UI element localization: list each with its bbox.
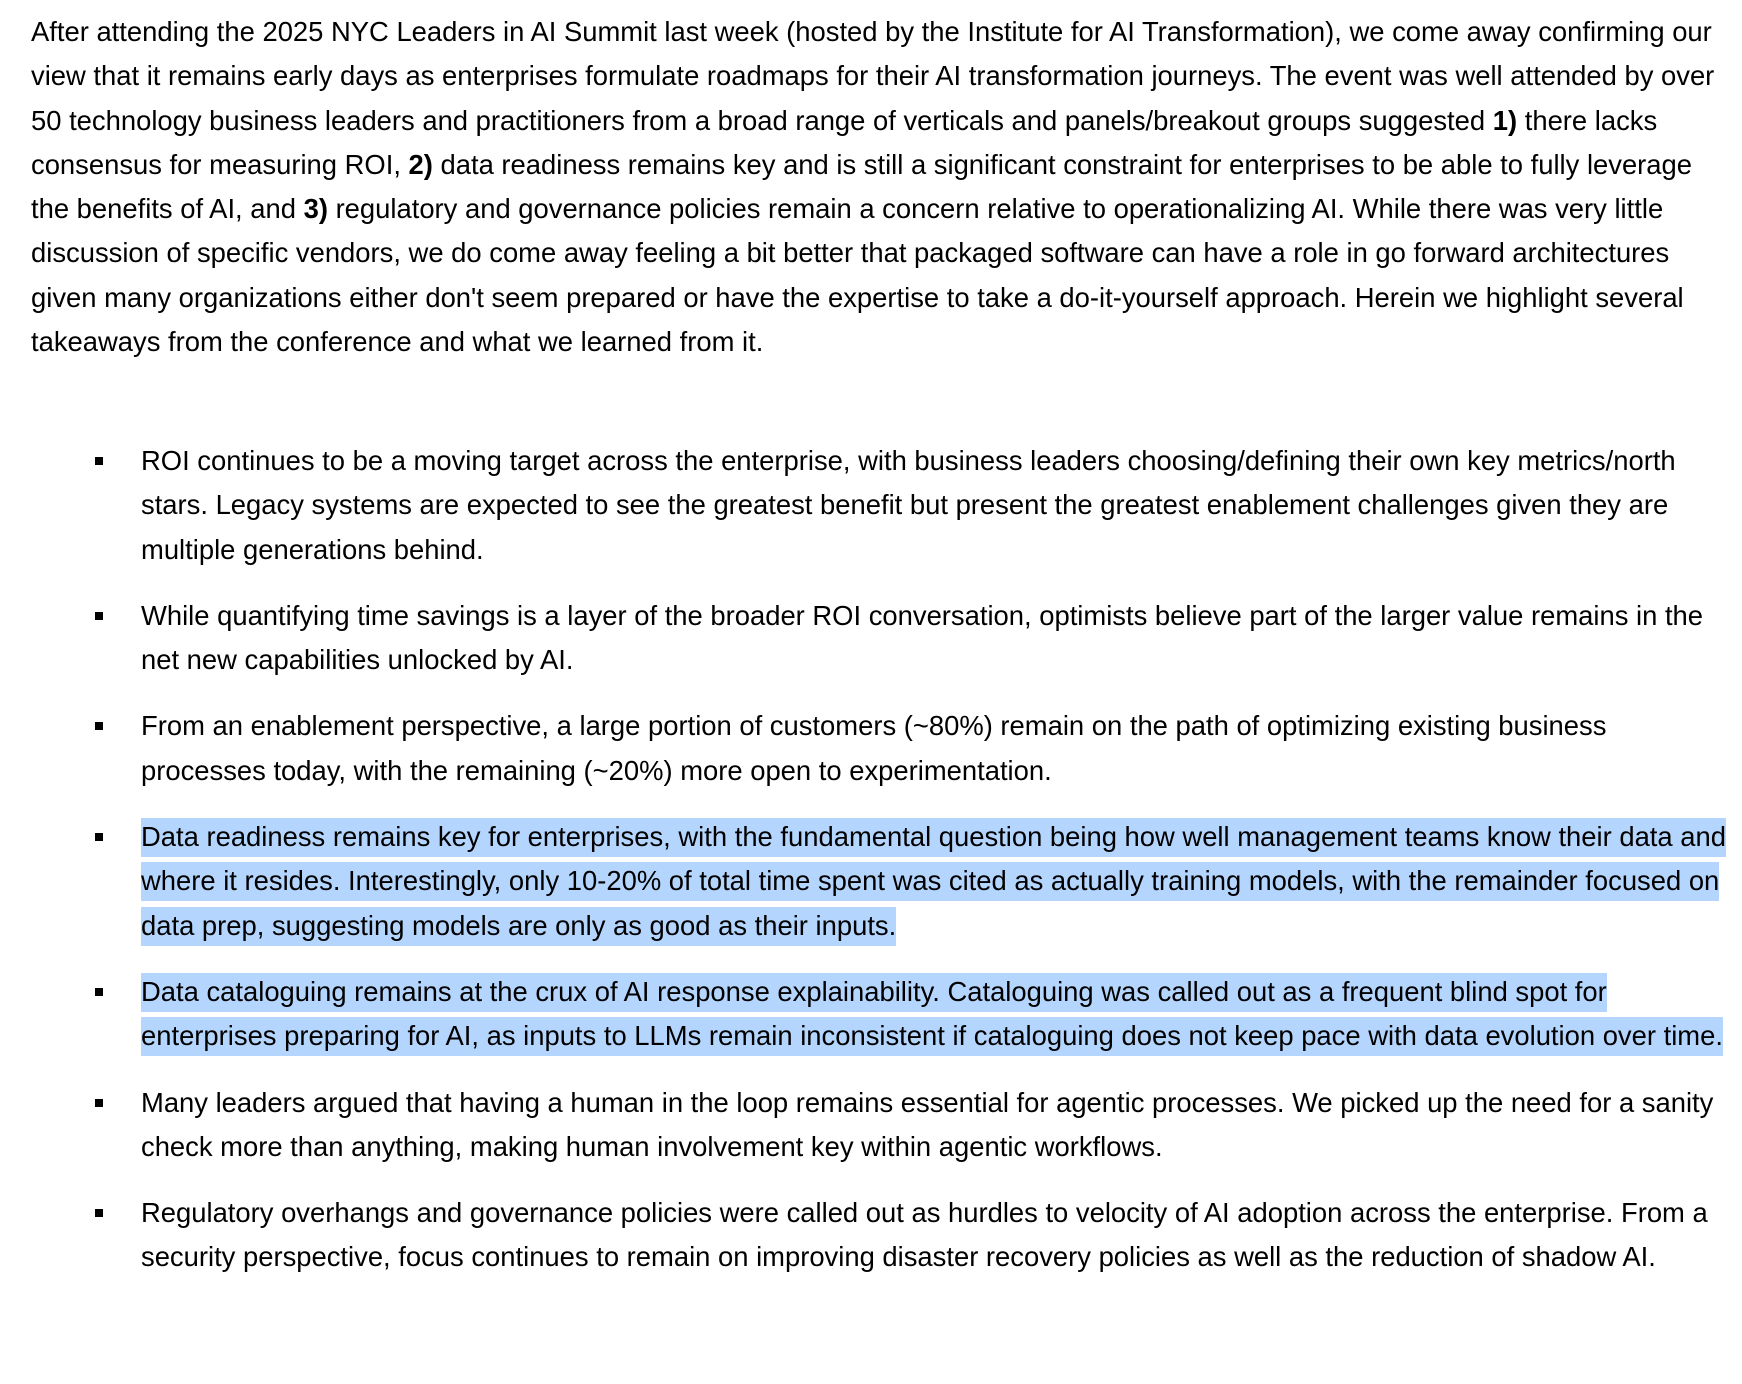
takeaway-text: From an enablement perspective, a large portion of customers (~80%) remain on the path of optimizing existing business processes today, with the remaining (~20%) more open to experimentation. [141, 710, 1607, 786]
takeaway-text: Regulatory overhangs and governance policies were called out as hurdles to velocity of AI adoption across the enterprise. From a security perspective, focus continues to remain on improving disaster recovery policies as well as the reduction of shadow AI. [141, 1197, 1708, 1273]
square-bullet-icon [95, 1099, 103, 1107]
square-bullet-icon [95, 457, 103, 465]
square-bullet-icon [95, 833, 103, 841]
takeaway-item[interactable] [0, 1191, 1731, 1280]
intro-text-part-2: there lacks consensus for measuring ROI, [31, 104, 1658, 180]
takeaway-item[interactable] [0, 439, 1731, 572]
intro-text-part-1: After attending the 2025 NYC Leaders in AI Summit last week (hosted by the Institute for AI Transformation), we come away confirming our view that it remains early days as enterprises formulate roadmaps for their AI transformation journeys. The event was well attended by over 50 technology business leaders and practitioners from a broad range of verticals and panels/breakout groups suggested [31, 16, 1715, 136]
square-bullet-icon [95, 722, 103, 730]
takeaway-item[interactable] [0, 704, 1731, 793]
point-number-1: 1) [1492, 104, 1518, 136]
takeaway-item[interactable] [0, 1081, 1731, 1170]
selected-text: Data cataloguing remains at the crux of AI response explainability. Cataloguing was called out as a frequent blind spot for enterprises preparing for AI, as inputs to LLMs remain inconsistent if cataloguing does not keep pace with data evolution over time. [141, 973, 1723, 1056]
takeaways-list [0, 439, 1742, 1302]
takeaway-item-selected[interactable] [0, 970, 1731, 1059]
point-number-2: 2) [408, 148, 433, 180]
takeaway-text: ROI continues to be a moving target across the enterprise, with business leaders choosing/defining their own key metrics/north stars. Legacy systems are expected to see the greatest benefit but present the greatest enablement challenges given they are multiple generations behind. [141, 445, 1676, 565]
intro-text-part-3: data readiness remains key and is still a significant constraint for enterprises to be able to fully leverage the benefits of AI, and [31, 148, 1693, 225]
selected-text: Data readiness remains key for enterprises, with the fundamental question being how well management teams know their data and where it resides. Interestingly, only 10-20% of total time spent was cited as actually training models, with the remainder focused on data prep, suggesting models are only as good as their inputs. [141, 818, 1726, 946]
intro-paragraph[interactable] [31, 10, 1731, 364]
square-bullet-icon [95, 1209, 103, 1217]
takeaway-item[interactable] [0, 594, 1731, 683]
point-number-3: 3) [303, 193, 328, 225]
square-bullet-icon [95, 988, 103, 996]
takeaway-item-selected[interactable] [0, 815, 1731, 948]
intro-text-part-4: regulatory and governance policies remain a concern relative to operationalizing AI. While there was very little discussion of specific vendors, we do come away feeling a bit better that packaged software can have a role in go forward architectures given many organizations either don't seem prepared or have the expertise to take a do-it-yourself approach. Herein we highlight several takeaways from the conference and what we learned from it. [31, 193, 1684, 358]
takeaway-text: While quantifying time savings is a layer of the broader ROI conversation, optimists believe part of the larger value remains in the net new capabilities unlocked by AI. [141, 599, 1704, 676]
square-bullet-icon [95, 612, 103, 620]
takeaway-text: Many leaders argued that having a human in the loop remains essential for agentic processes. We picked up the need for a sanity check more than anything, making human involvement key within agentic workflows. [141, 1086, 1714, 1162]
